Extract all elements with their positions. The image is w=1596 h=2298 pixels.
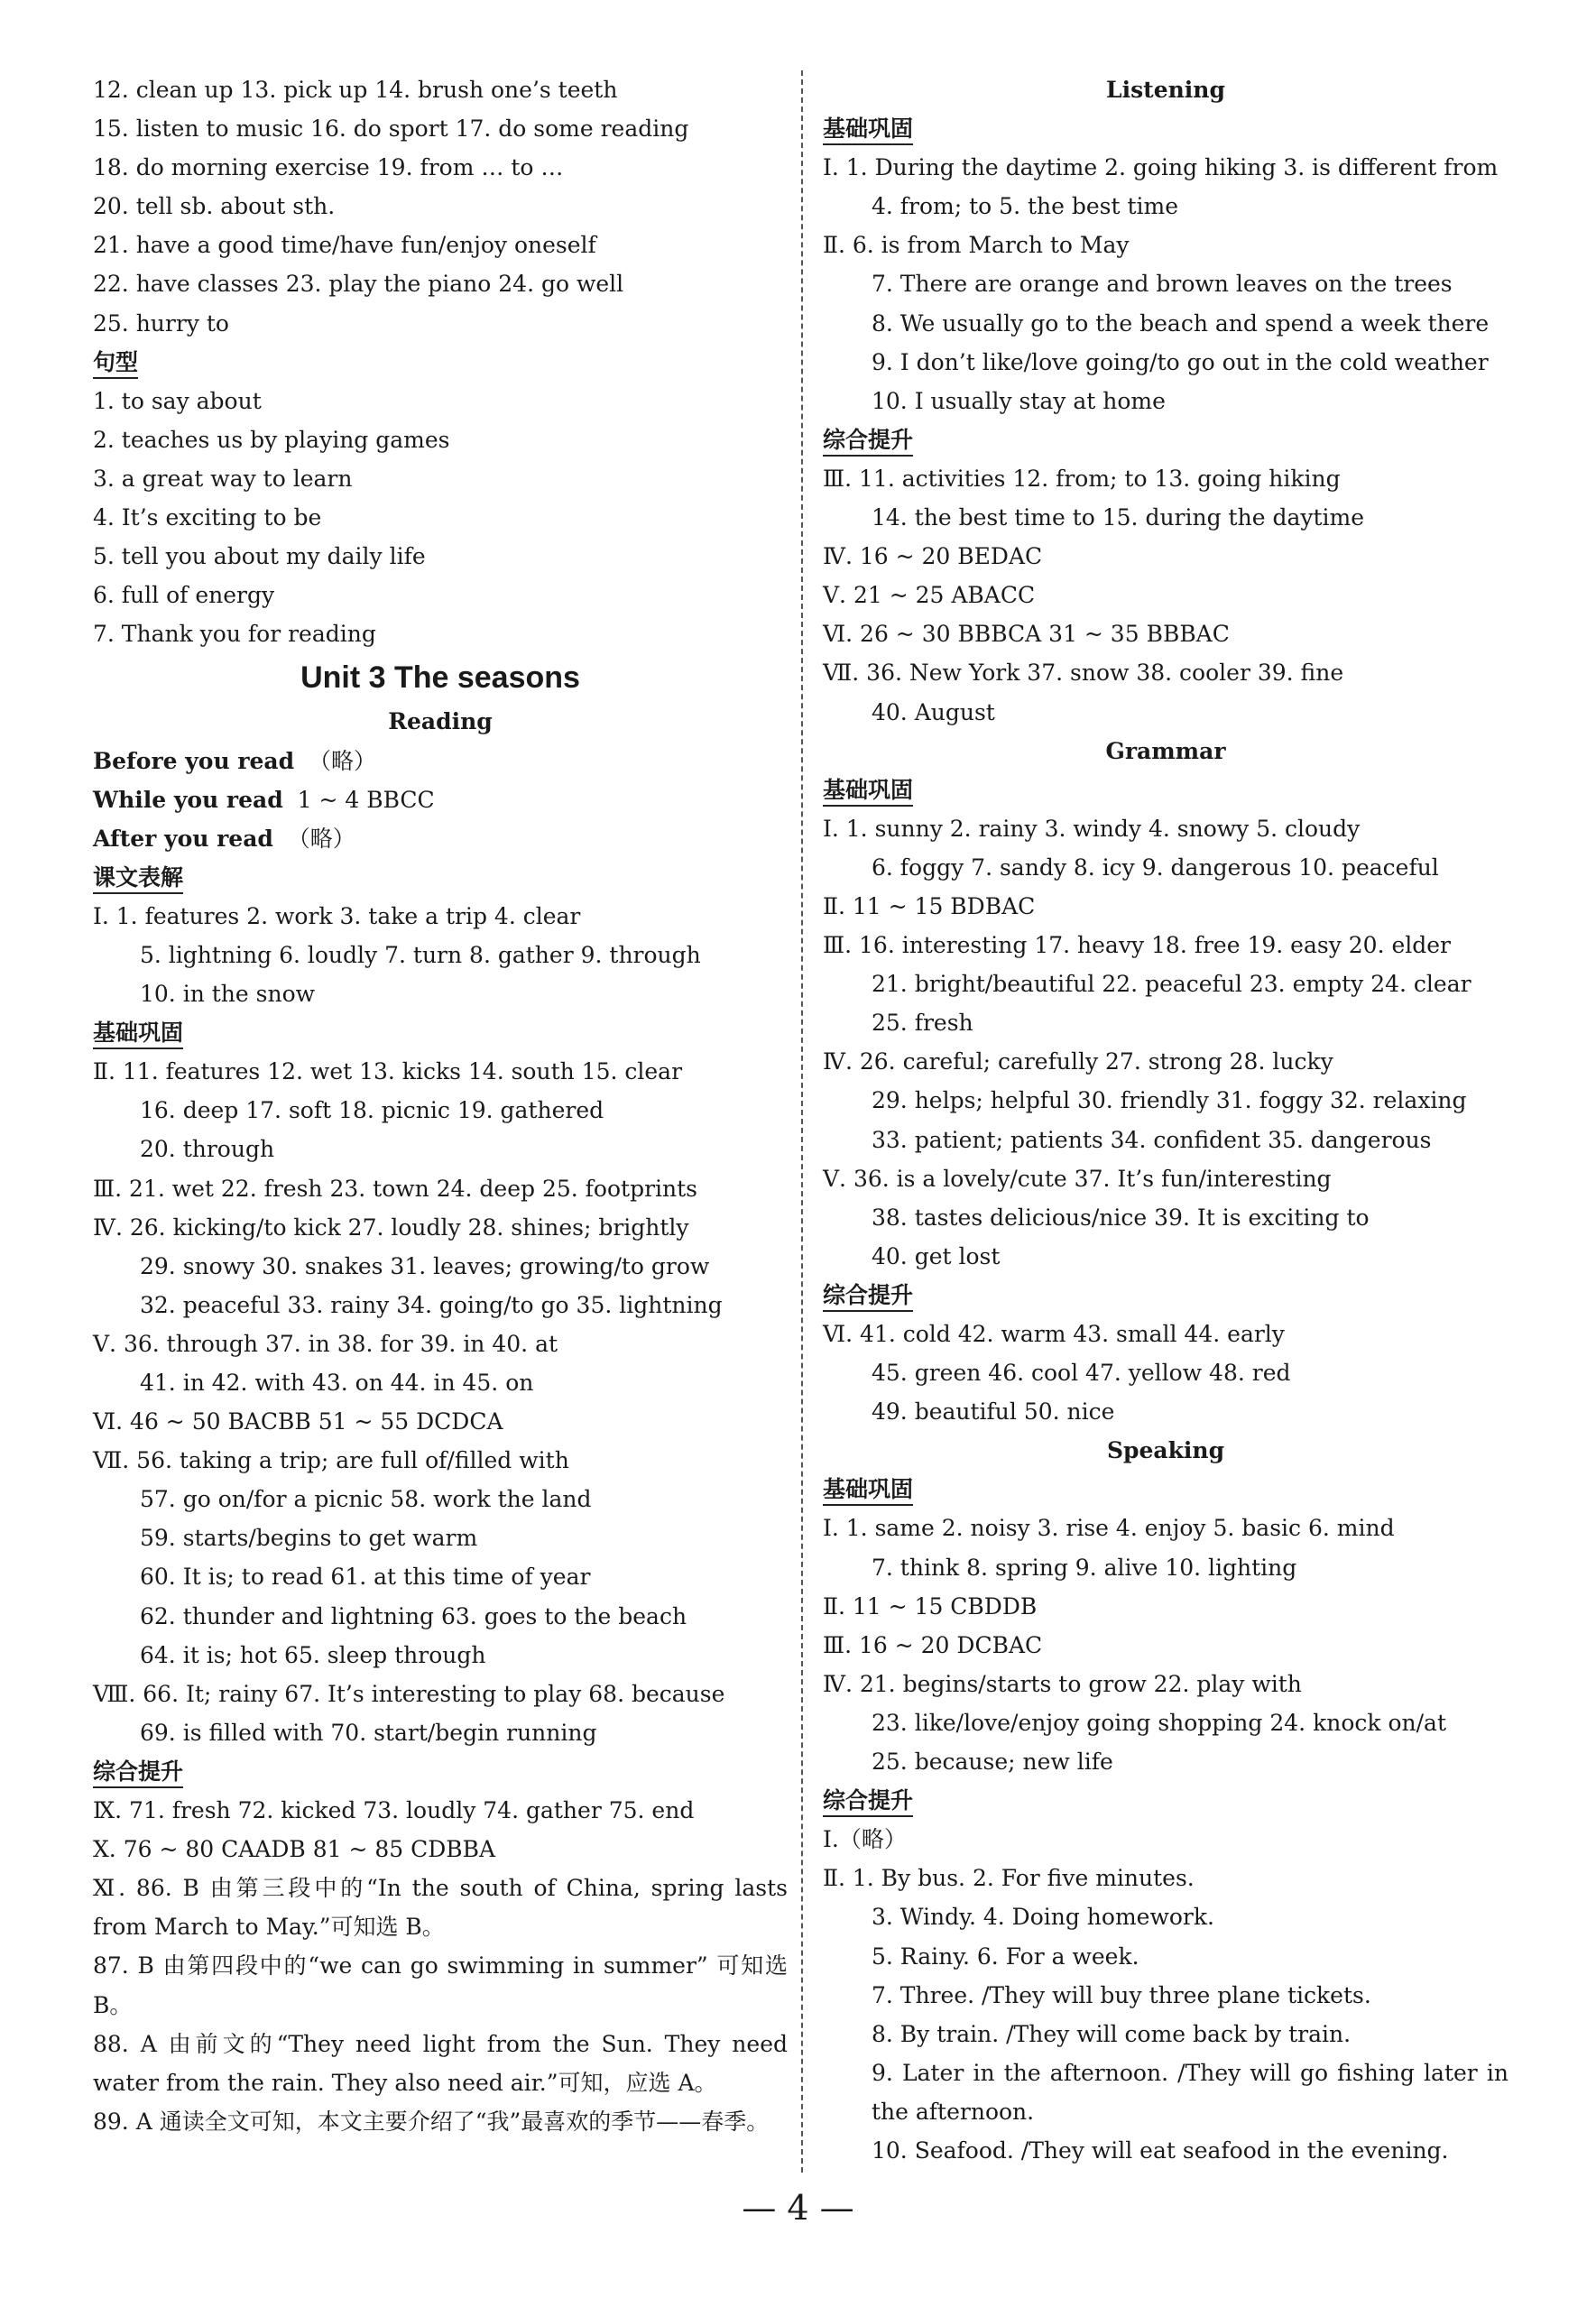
section-title: Grammar (1105, 737, 1226, 764)
answer-line: Ⅳ. 26. careful; carefully 27. strong 28. lucky (823, 1048, 1333, 1075)
answer-line: Ⅱ. 6. is from March to May (823, 232, 1130, 259)
answer-line: Ⅴ. 21 ~ 25 ABACC (823, 582, 1036, 609)
answer-line: 62. thunder and lightning 63. goes to the beach (140, 1602, 687, 1629)
answer-line: 22. have classes 23. play the piano 24. go well (93, 271, 624, 298)
section-tag: 基础巩固 (823, 1475, 913, 1506)
section-tag: 综合提升 (823, 426, 913, 457)
answer-line: 1. to say about (93, 387, 262, 414)
answer-line: 3. Windy. 4. Doing homework. (872, 1904, 1214, 1931)
section-tag: 基础巩固 (823, 776, 913, 807)
answer-line: 4. It’s exciting to be (93, 504, 322, 531)
section-tag: 基础巩固 (823, 115, 913, 145)
answer-line: 21. have a good time/have fun/enjoy oneself (93, 232, 596, 259)
explanation-paragraph: 88. A 由前文的“They need light from the Sun. They need water from the rain. They also need air.”可知，应选 A。 (93, 2030, 788, 2096)
explanation-paragraph: 89. A 通读全文可知，本文主要介绍了“我”最喜欢的季节——春季。 (93, 2108, 770, 2135)
answer-line: 45. green 46. cool 47. yellow 48. red (872, 1360, 1291, 1387)
answer-line: 8. By train. /They will come back by train. (872, 2020, 1352, 2047)
answer-line: 4. from; to 5. the best time (872, 193, 1179, 220)
section-title: Reading (388, 708, 493, 735)
answer-line: Ⅴ. 36. through 37. in 38. for 39. in 40. at (93, 1330, 558, 1357)
answer-line: 23. like/love/enjoy going shopping 24. knock on/at (872, 1709, 1446, 1736)
explanation-paragraph: Ⅺ. 86. B 由第三段中的“In the south of China, spring lasts from March to May.”可知选 B。 (93, 1875, 788, 1941)
answer-line: 21. bright/beautiful 22. peaceful 23. empty 24. clear (872, 971, 1471, 998)
answer-line: Ⅶ. 56. taking a trip; are full of/filled with (93, 1447, 569, 1474)
answer-line: 40. get lost (872, 1242, 1001, 1269)
answer-line: 12. clean up 13. pick up 14. brush one’s teeth (93, 77, 618, 103)
left-column (93, 70, 788, 2141)
answer-line: Ⅵ. 41. cold 42. warm 43. small 44. early (823, 1321, 1285, 1347)
answer-line: 7. Three. /They will buy three plane tickets. (872, 1981, 1371, 2008)
answer-line: 60. It is; to read 61. at this time of year (140, 1564, 591, 1591)
value: 1 ~ 4 BBCC (297, 786, 435, 813)
answer-line: 25. hurry to (93, 309, 229, 337)
section-title: Listening (1106, 77, 1225, 103)
section-tag: 基础巩固 (93, 1019, 183, 1049)
answer-line: 16. deep 17. soft 18. picnic 19. gathered (140, 1097, 604, 1124)
answer-line: Ⅱ. 11. features 12. wet 13. kicks 14. south 15. clear (93, 1058, 683, 1085)
answer-line: 10. Seafood. /They will eat seafood in the evening. (872, 2136, 1449, 2164)
answer-line: 8. We usually go to the beach and spend a week there (872, 309, 1490, 337)
answer-line: 38. tastes delicious/nice 39. It is exciting to (872, 1204, 1370, 1231)
answer-line: Ⅲ. 11. activities 12. from; to 13. going hiking (823, 465, 1341, 492)
answer-line: Ⅲ. 16 ~ 20 DCBAC (823, 1631, 1043, 1658)
answer-line: 69. is filled with 70. start/begin running (140, 1719, 597, 1746)
answer-line: 18. do morning exercise 19. from … to … (93, 154, 564, 181)
answer-line: 32. peaceful 33. rainy 34. going/to go 35. lightning (140, 1291, 723, 1318)
explanation-paragraph: 87. B 由第四段中的“we can go swimming in summer” 可知选 B。 (93, 1952, 788, 2018)
answer-line: Ⅸ. 71. fresh 72. kicked 73. loudly 74. gather 75. end (93, 1797, 695, 1824)
answer-line: 7. think 8. spring 9. alive 10. lighting (872, 1554, 1297, 1581)
section-tag: 课文表解 (93, 863, 183, 894)
answer-line: Ⅰ. 1. features 2. work 3. take a trip 4. clear (93, 902, 581, 929)
label: Before you read (93, 747, 295, 774)
answer-line: 5. Rainy. 6. For a week. (872, 1943, 1139, 1970)
answer-line: 29. helps; helpful 30. friendly 31. foggy 32. relaxing (872, 1087, 1467, 1114)
answer-line: Ⅱ. 11 ~ 15 CBDDB (823, 1592, 1038, 1620)
unit-title: Unit 3 The seasons (300, 660, 580, 696)
answer-line: 59. starts/begins to get warm (140, 1525, 478, 1552)
answer-line: Ⅵ. 26 ~ 30 BBBCA 31 ~ 35 BBBAC (823, 621, 1230, 648)
answer-line: 41. in 42. with 43. on 44. in 45. on (140, 1370, 534, 1396)
value: （略） (287, 825, 355, 852)
answer-line: Ⅲ. 16. interesting 17. heavy 18. free 19. easy 20. elder (823, 932, 1452, 959)
answer-line: Ⅰ. 1. same 2. noisy 3. rise 4. enjoy 5. basic 6. mind (823, 1515, 1395, 1542)
answer-line: 10. I usually stay at home (872, 387, 1166, 414)
answer-line: 15. listen to music 16. do sport 17. do some reading (93, 115, 689, 143)
answer-line: Ⅹ. 76 ~ 80 CAADB 81 ~ 85 CDBBA (93, 1836, 496, 1863)
answer-line: 6. foggy 7. sandy 8. icy 9. dangerous 10. peaceful (872, 854, 1439, 881)
right-column (823, 70, 1508, 2170)
answer-line: Ⅵ. 46 ~ 50 BACBB 51 ~ 55 DCDCA (93, 1408, 503, 1435)
answer-line: Ⅷ. 66. It; rainy 67. It’s interesting to play 68. because (93, 1680, 725, 1707)
section-tag: 综合提升 (823, 1281, 913, 1312)
answer-line: 9. I don’t like/love going/to go out in the cold weather (872, 348, 1489, 375)
section-tag: 综合提升 (93, 1758, 183, 1788)
answer-line: 20. tell sb. about sth. (93, 193, 336, 220)
answer-line: 14. the best time to 15. during the daytime (872, 504, 1365, 531)
section-tag: 综合提升 (823, 1786, 913, 1817)
section-tag: 句型 (93, 348, 138, 379)
answer-line: Ⅴ. 36. is a lovely/cute 37. It’s fun/interesting (823, 1165, 1332, 1192)
answer-line: 25. fresh (872, 1010, 973, 1037)
answer-line: Ⅳ. 16 ~ 20 BEDAC (823, 543, 1043, 570)
answer-line: 5. lightning 6. loudly 7. turn 8. gather 9. through (140, 941, 701, 968)
page-number: — 4 — (742, 2188, 854, 2228)
answer-line: 10. in the snow (140, 981, 316, 1008)
answer-line: Ⅳ. 21. begins/starts to grow 22. play with (823, 1670, 1302, 1697)
answer-line: 20. through (140, 1136, 275, 1163)
value: （略） (309, 747, 377, 774)
answer-line: 6. full of energy (93, 582, 275, 609)
answer-line: 7. Thank you for reading (93, 621, 376, 648)
answer-line: 2. teaches us by playing games (93, 426, 450, 453)
answer-line: Ⅰ. 1. During the daytime 2. going hiking 3. is different from (823, 154, 1499, 181)
answer-line: Ⅰ.（略） (823, 1826, 907, 1853)
answer-line: 33. patient; patients 34. confident 35. dangerous (872, 1126, 1432, 1153)
answer-line: Ⅱ. 11 ~ 15 BDBAC (823, 892, 1036, 919)
answer-line: 3. a great way to learn (93, 465, 353, 492)
column-divider (801, 70, 803, 2173)
label: While you read (93, 786, 283, 813)
answer-line: 9. Later in the afternoon. /They will go fishing later in the afternoon. (872, 2059, 1508, 2125)
answer-line: 25. because; new life (872, 1749, 1113, 1776)
label: After you read (93, 825, 273, 852)
answer-line: Ⅲ. 21. wet 22. fresh 23. town 24. deep 25. footprints (93, 1175, 698, 1202)
section-title: Speaking (1106, 1437, 1225, 1464)
answer-line: Ⅱ. 1. By bus. 2. For five minutes. (823, 1865, 1195, 1892)
answer-line: Ⅰ. 1. sunny 2. rainy 3. windy 4. snowy 5. cloudy (823, 815, 1361, 842)
answer-line: 40. August (872, 698, 995, 725)
answer-line: 57. go on/for a picnic 58. work the land (140, 1486, 592, 1513)
answer-line: 64. it is; hot 65. sleep through (140, 1641, 486, 1668)
answer-line: 49. beautiful 50. nice (872, 1398, 1115, 1426)
answer-line: 5. tell you about my daily life (93, 543, 426, 570)
answer-line: Ⅶ. 36. New York 37. snow 38. cooler 39. fine (823, 660, 1344, 687)
answer-line: 29. snowy 30. snakes 31. leaves; growing/to grow (140, 1252, 710, 1279)
answer-line: Ⅳ. 26. kicking/to kick 27. loudly 28. shines; brightly (93, 1214, 689, 1241)
answer-line: 7. There are orange and brown leaves on the trees (872, 271, 1453, 298)
